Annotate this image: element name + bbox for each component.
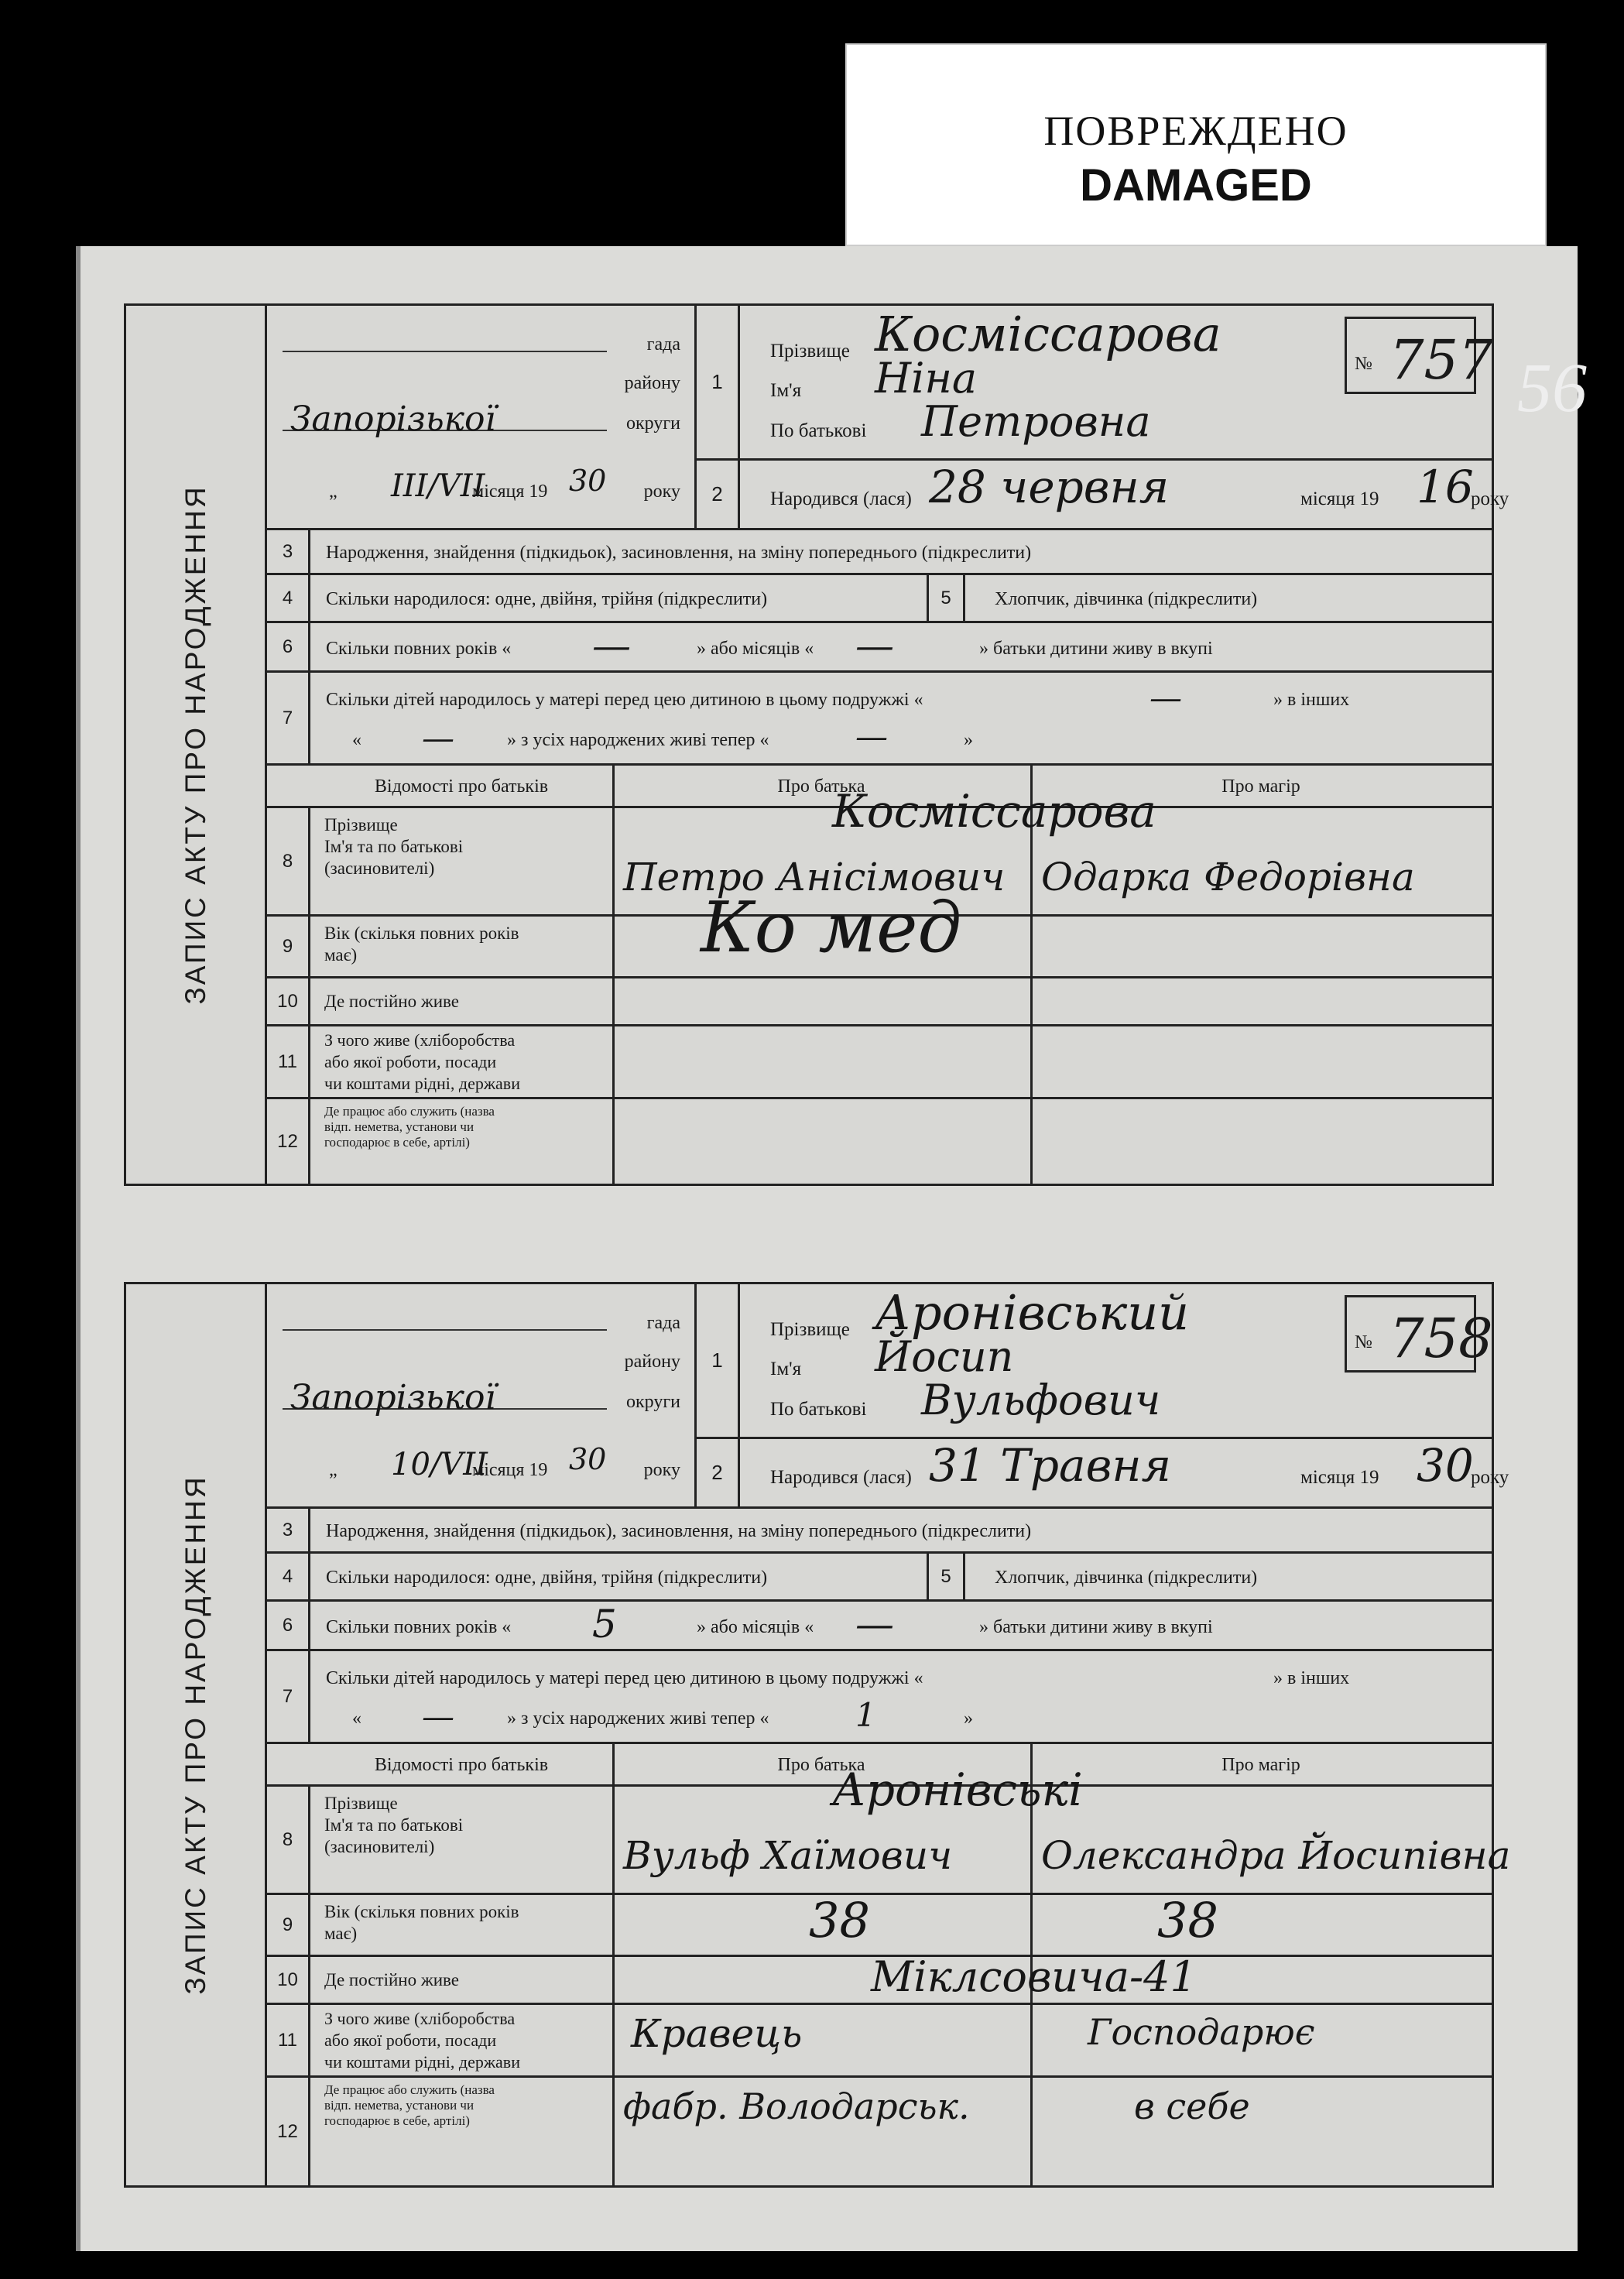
parents-row-11: 11 З чого живе (хліборобства або якої роботи, посади чи коштами рідні, держави Ко мед [267, 1026, 1492, 1099]
child-patronymic: Вульфович [921, 1376, 1161, 1424]
header-father: Про батька [777, 776, 865, 797]
label-name: Ім'я [770, 380, 802, 401]
reg-year: 30 [569, 464, 607, 498]
father-age: 38 [809, 1892, 870, 1948]
label-raion: району [624, 373, 680, 393]
row-7-label-e: » [964, 1708, 973, 1729]
registration-block [267, 1284, 697, 1509]
birth-year: 30 [1417, 1439, 1474, 1492]
row-4-text: Скільки народилося: одне, двійня, трійня (підкреслити) [326, 589, 768, 609]
months-together: — [855, 623, 894, 668]
row-6-label-a: Скільки повних років « [326, 1617, 512, 1637]
label-gada: гада [646, 1313, 680, 1333]
occupation-father: Кравець [631, 2011, 803, 2056]
work-father: фабр. Володарськ. [623, 2085, 970, 2127]
header-info: Відомості про батьків [374, 1755, 549, 1775]
record-number: 758 [1389, 1307, 1493, 1370]
row-3-text: Народження, знайдення (підкидьок), засиновлення, на зміну попереднього (підкреслити) [326, 543, 1032, 563]
damaged-stamp [845, 43, 1547, 246]
reg-month: 10/VII [391, 1447, 488, 1482]
row-3-text: Народження, знайдення (підкидьок), засиновлення, на зміну попереднього (підкреслити) [326, 1521, 1032, 1541]
label-surname: Прізвище [770, 341, 850, 362]
row-6: 6 Скільки повних років « 5 » або місяців « — » батьки дитини живу в вкупі [267, 1602, 1492, 1651]
parents-row-10: 10 Де постійно живе Міклсовича-41 [267, 1957, 1492, 2005]
row-7-label-d: » з усіх народжених живі тепер « [507, 1708, 769, 1729]
label-no: № [1355, 354, 1372, 374]
label-born: Народився (лася) [770, 488, 912, 509]
scrawl: Ко мед [701, 887, 962, 968]
row-num-5: 5 [927, 575, 965, 621]
row-4-text: Скільки народилося: одне, двійня, трійня (підкреслити) [326, 1568, 768, 1588]
child-surname: Аронівський [875, 1284, 1190, 1341]
parents-row-8: 8 Прізвище Ім'я та по батькові (засиновителі) Аронівські Вульф Хаїмович Олександра Йосипівна [267, 1787, 1492, 1895]
region-handwritten: Запорізької [290, 399, 496, 439]
record-side-title [126, 306, 267, 1184]
row-7-label-e: » [964, 730, 973, 750]
row-6-label-b: » або місяців « [697, 639, 814, 659]
label-patronymic: По батькові [770, 420, 867, 441]
row-7-label-b: » в інших [1273, 1668, 1350, 1688]
label-p8: Прізвище Ім'я та по батькові (засиновителі) [324, 1794, 464, 1856]
label-p8: Прізвище Ім'я та по батькові (засиновителі) [324, 815, 464, 878]
children-alive: — [855, 718, 888, 756]
label-roku: року [643, 1460, 680, 1480]
years-together: — [592, 623, 631, 668]
label-month: місяця 19 [472, 1460, 548, 1480]
header-father: Про батька [777, 1755, 865, 1775]
label-month: місяця 19 [472, 482, 548, 502]
side-title-text: ЗАПИС АКТУ ПРО НАРОДЖЕННЯ [179, 485, 211, 1005]
row-4-5: 4 Скільки народилося: одне, двійня, трійня (підкреслити) 5 Хлопчик, дівчинка (підкреслити) [267, 1554, 1492, 1602]
birth-day-month: 31 Травня [929, 1439, 1171, 1492]
header-mother: Про магір [1221, 1755, 1300, 1775]
child-name: Ніна [875, 354, 978, 403]
row-4-5: 4 Скільки народилося: одне, двійня, трійня (підкреслити) 5 Хлопчик, дівчинка (підкреслити) [267, 575, 1492, 623]
label-born-month: місяця 19 [1300, 488, 1379, 509]
months-together: — [855, 1602, 894, 1647]
label-born-roku: року [1471, 1467, 1509, 1488]
row-num-1: 1 [697, 1284, 740, 1437]
children-other: — [422, 1698, 454, 1736]
years-together: 5 [592, 1602, 617, 1647]
row-num-2: 2 [697, 1439, 740, 1506]
row-6-label-a: Скільки повних років « [326, 639, 512, 659]
label-surname: Прізвище [770, 1319, 850, 1340]
header-info: Відомості про батьків [374, 776, 549, 797]
row-num-1: 1 [697, 306, 740, 458]
mother-name: Одарка Федорівна [1041, 855, 1415, 900]
birth-record-758 [124, 1282, 1511, 2188]
row-num-5: 5 [927, 1554, 965, 1599]
label-born: Народився (лася) [770, 1467, 912, 1488]
row-5-text: Хлопчик, дівчинка (підкреслити) [995, 1568, 1258, 1588]
parents-row-9: 9 Вік (скількя повних років має) 38 38 [267, 1895, 1492, 1957]
label-quote: „ [329, 1460, 337, 1480]
record-number: 757 [1389, 328, 1493, 392]
record-number-box [1345, 317, 1493, 394]
label-p9: Вік (скількя повних років має) [324, 1902, 519, 1943]
child-name-row [697, 306, 1492, 461]
father-name: Вульф Хаїмович [623, 1833, 953, 1878]
parents-row-9: 9 Вік (скількя повних років має) [267, 917, 1492, 978]
parents-row-8: 8 Прізвище Ім'я та по батькові (засиновителі) Косміссарова Петро Анісімович Одарка Федорівна [267, 808, 1492, 917]
children-alive: 1 [855, 1696, 876, 1734]
label-okrug: округи [625, 413, 680, 434]
occupation-mother: Господарює [1088, 2011, 1315, 2053]
label-p10: Де постійно живе [324, 1970, 459, 1989]
label-p12: Де працює або служить (назва відп. неметва, установи чи господарює в себе, артілі) [324, 2082, 495, 2128]
row-num-2: 2 [697, 461, 740, 528]
label-p11: З чого живе (хліборобства або якої роботи, посади чи коштами рідні, держави [324, 1030, 520, 1093]
label-raion: району [624, 1352, 680, 1372]
row-7: 7 Скільки дітей народилось у матері перед цею дитиною в цьому подружжі « — » в інших « — » з усіх народжених живі тепер « — » [267, 673, 1492, 766]
page-number: 56 [1517, 350, 1587, 427]
label-quote: „ [329, 482, 337, 502]
work-mother: в себе [1134, 2085, 1250, 2127]
family-surname: Аронівські [832, 1763, 1083, 1816]
label-p10: Де постійно живе [324, 992, 459, 1011]
label-name: Ім'я [770, 1359, 802, 1379]
label-patronymic: По батькові [770, 1399, 867, 1420]
region-handwritten: Запорізької [290, 1378, 496, 1417]
children-other: — [422, 719, 454, 757]
mother-age: 38 [1157, 1892, 1218, 1948]
child-patronymic: Петровна [921, 397, 1151, 446]
reg-month: III/VII [391, 468, 485, 504]
birth-day-month: 28 червня [929, 461, 1170, 513]
row-7-label-a: Скільки дітей народилось у матері перед цею дитиною в цьому подружжі « [326, 690, 923, 710]
row-7-label-c: « [352, 1708, 361, 1729]
label-no: № [1355, 1332, 1372, 1352]
residence: Міклсовича-41 [871, 1952, 1197, 2001]
registration-block [267, 306, 697, 530]
record-body [267, 306, 1509, 1184]
parents-row-12: 12 Де працює або служить (назва відп. неметва, установи чи господарює в себе, артілі) фабр. Володарськ. в себе [267, 2078, 1492, 2185]
row-3: 3 Народження, знайдення (підкидьок), засиновлення, на зміну попереднього (підкреслити) [267, 530, 1492, 575]
label-roku: року [643, 482, 680, 502]
row-5-text: Хлопчик, дівчинка (підкреслити) [995, 589, 1258, 609]
family-surname: Косміссарова [832, 785, 1156, 838]
parents-table [267, 1744, 1511, 2185]
record-side-title [126, 1284, 267, 2185]
reg-year: 30 [569, 1442, 607, 1476]
children-before: — [1149, 679, 1182, 717]
row-6-label-b: » або місяців « [697, 1617, 814, 1637]
birth-record-757 [124, 303, 1509, 1186]
stamp-en: DAMAGED [1080, 160, 1312, 211]
row-6: 6 Скільки повних років « — » або місяців « — » батьки дитини живу в вкупі [267, 623, 1492, 673]
birth-date-row [697, 461, 1509, 530]
parents-row-10: 10 Де постійно живе [267, 978, 1492, 1026]
stamp-ru: ПОВРЕЖДЕНО [1043, 108, 1348, 154]
father-name: Петро Анісімович [623, 855, 1006, 900]
row-7-label-b: » в інших [1273, 690, 1350, 710]
birth-year: 16 [1417, 461, 1474, 513]
row-7: 7 Скільки дітей народилось у матері перед цею дитиною в цьому подружжі « » в інших « — » з усіх народжених живі тепер « 1 » [267, 1651, 1492, 1744]
parents-row-11: 11 З чого живе (хліборобства або якої роботи, посади чи коштами рідні, держави Кравець Господарює [267, 2005, 1492, 2078]
birth-date-row [697, 1439, 1509, 1509]
row-6-label-c: » батьки дитини живу в вкупі [979, 1617, 1213, 1637]
label-born-roku: року [1471, 488, 1509, 509]
row-7-label-c: « [352, 730, 361, 750]
child-name-row [697, 1284, 1492, 1439]
label-okrug: округи [625, 1392, 680, 1412]
record-body [267, 1284, 1511, 2185]
label-born-month: місяця 19 [1300, 1467, 1379, 1488]
child-surname: Косміссарова [875, 306, 1221, 362]
row-7-label-a: Скільки дітей народилось у матері перед цею дитиною в цьому подружжі « [326, 1668, 923, 1688]
side-title-text: ЗАПИС АКТУ ПРО НАРОДЖЕННЯ [179, 1475, 211, 1995]
row-7-label-d: » з усіх народжених живі тепер « [507, 730, 769, 750]
label-p9: Вік (скількя повних років має) [324, 924, 519, 965]
record-number-box [1345, 1295, 1493, 1373]
label-p12: Де працює або служить (назва відп. неметва, установи чи господарює в себе, артілі) [324, 1104, 495, 1150]
label-gada: гада [646, 334, 680, 355]
label-p11: З чого живе (хліборобства або якої роботи, посади чи коштами рідні, держави [324, 2009, 520, 2072]
header-mother: Про магір [1221, 776, 1300, 797]
row-3: 3 Народження, знайдення (підкидьок), засиновлення, на зміну попереднього (підкреслити) [267, 1509, 1492, 1554]
mother-name: Олександра Йосипівна [1041, 1833, 1511, 1878]
parents-table [267, 766, 1492, 1184]
parents-row-12: 12 Де працює або служить (назва відп. неметва, установи чи господарює в себе, артілі) [267, 1099, 1492, 1184]
child-name: Йосип [875, 1332, 1014, 1381]
row-6-label-c: » батьки дитини живу в вкупі [979, 639, 1213, 659]
